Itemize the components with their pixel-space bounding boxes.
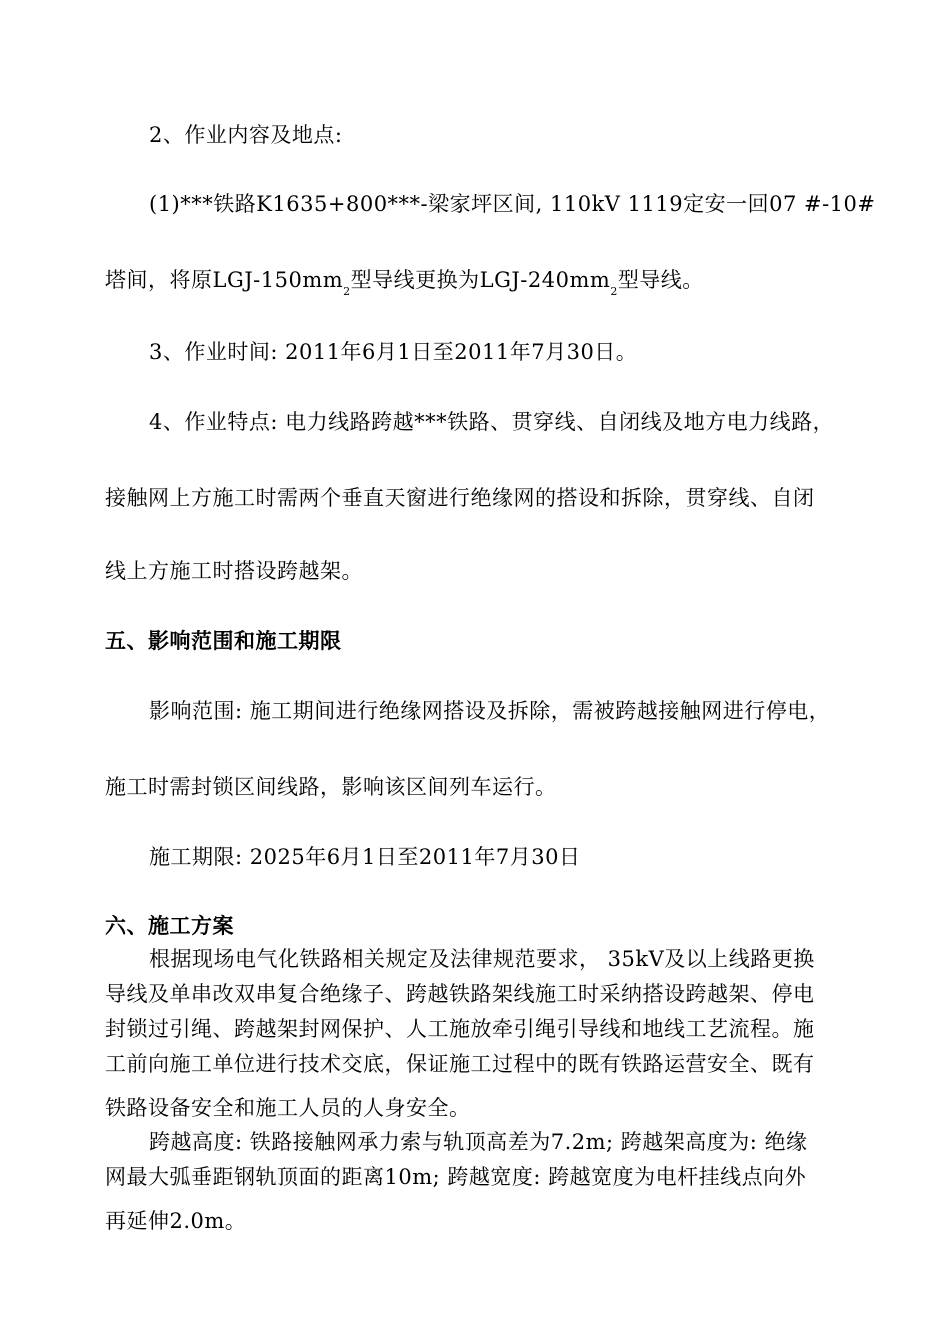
item4-line3: 线上方施工时搭设跨越架。 bbox=[105, 559, 363, 583]
item4-line1: 4、作业特点: 电力线路跨越***铁路、贯穿线、自闭线及地方电力线路， bbox=[149, 410, 835, 434]
item2-line2-pre: 塔间，将原LGJ-150mm bbox=[105, 268, 344, 292]
p2-line3: 再延伸2.0m。 bbox=[105, 1209, 247, 1233]
p2-line2: 网最大弧垂距钢轨顶面的距离10m; 跨越宽度: 跨越宽度为电杆挂线点向外 bbox=[105, 1165, 807, 1189]
p1-line2: 导线及单串改双串复合绝缘子、跨越铁路架线施工时采纳搭设跨越架、停电 bbox=[105, 982, 815, 1006]
p1-line1: 根据现场电气化铁路相关规定及法律规范要求， 35kV及以上线路更换 bbox=[149, 947, 815, 971]
section5-heading: 五、影响范围和施工期限 bbox=[105, 629, 342, 653]
section6-heading: 六、施工方案 bbox=[105, 914, 234, 938]
p1-line4: 工前向施工单位进行技术交底，保证施工过程中的既有铁路运营安全、既有 bbox=[105, 1052, 815, 1076]
item2-line2 bbox=[105, 266, 704, 298]
p1-line3: 封锁过引绳、跨越架封网保护、人工施放牵引绳引导线和地线工艺流程。施 bbox=[105, 1017, 815, 1041]
subscript-2: 2 bbox=[610, 285, 618, 298]
item2-line2-post: 型导线。 bbox=[617, 268, 704, 292]
item4-line2: 接触网上方施工时需两个垂直天窗进行绝缘网的搭设和拆除，贯穿线、自闭 bbox=[105, 486, 815, 510]
item2-line1: (1)***铁路K1635+800***-梁家坪区间, 110kV 1119定安一回07 #-10# bbox=[149, 192, 876, 216]
item3: 3、作业时间: 2011年6月1日至2011年7月30日。 bbox=[149, 340, 638, 364]
item2-title: 2、作业内容及地点: bbox=[149, 123, 343, 147]
period: 施工期限: 2025年6月1日至2011年7月30日 bbox=[149, 845, 581, 869]
subscript-2: 2 bbox=[343, 285, 351, 298]
p1-line5: 铁路设备安全和施工人员的人身安全。 bbox=[105, 1096, 471, 1120]
item2-line2-mid: 型导线更换为LGJ-240mm bbox=[350, 268, 611, 292]
range-line1: 影响范围: 施工期间进行绝缘网搭设及拆除，需被跨越接触网进行停电， bbox=[149, 699, 831, 723]
range-line2: 施工时需封锁区间线路，影响该区间列车运行。 bbox=[105, 775, 557, 799]
p2-line1: 跨越高度: 铁路接触网承力索与轨顶高差为7.2m; 跨越架高度为: 绝缘 bbox=[149, 1130, 808, 1154]
